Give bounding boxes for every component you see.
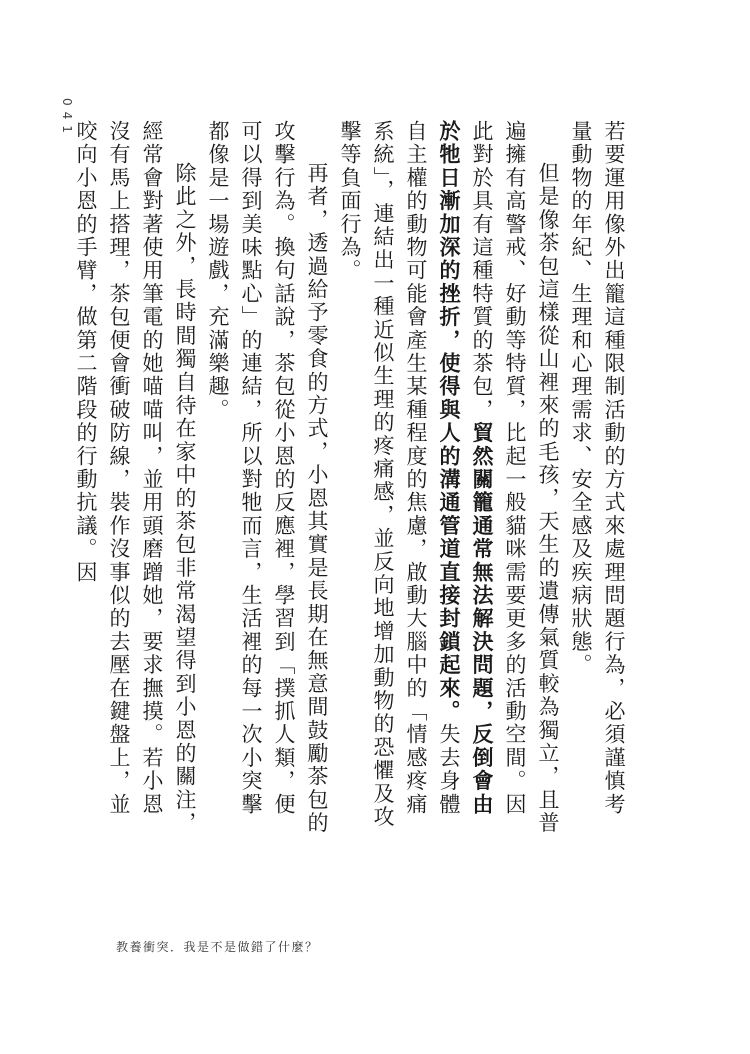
paragraph-text: 若要運用像外出籠這種限制活動的方式來處理問題行為，必須謹慎考量動物的年紀、生理和心理需求、安全感及疾病狀態。 bbox=[569, 120, 626, 816]
running-footer: 教養衝突．我是不是做錯了什麼？ bbox=[116, 940, 319, 954]
paragraph bbox=[69, 120, 201, 835]
paragraph-text: 再者，透過給予零食的方式，小恩其實是長期在無意間鼓勵茶包的攻擊行為。換句話說，茶包從小恩的反應裡，學習到「撲抓人類，便可以得到美味點心」的連結，所以對牠而言，生活裡的每一次小突擊都像是一場遊戲，充滿樂趣。 bbox=[206, 120, 329, 835]
paragraph-text: 失去身體自主權的動物可能會產生某種程度的焦慮，啟動大腦中的「情感疼痛系統」，連結出一種近似生理的疼痛感，並反向地增加動物的恐懼及攻擊等負面行為。 bbox=[338, 120, 461, 829]
paragraph bbox=[333, 120, 564, 835]
paragraph-text: 除此之外，長時間獨自待在家中的茶包非常渴望得到小恩的關注，經常會對著使用筆電的她喵喵叫，並用頭磨蹭她，要求撫摸。若小恩沒有馬上搭理，茶包便會衝破防線，裝作沒事似的去壓在鍵盤上，並咬向小恩的手臂，做第二階段的行動抗議。因 bbox=[74, 120, 197, 835]
page-number: 041 bbox=[60, 98, 74, 139]
body-text bbox=[74, 120, 630, 835]
paragraph-text: 但是像茶包這樣從山裡來的毛孩，天生的遺傳氣質較為獨立，且普遍擁有高警戒、好動等特質，比起一般貓咪需要更多的活動空間。因此對於具有這種特質的茶包， bbox=[470, 120, 560, 835]
paragraph bbox=[564, 120, 630, 835]
paragraph bbox=[201, 120, 333, 835]
emphasized-text: 貿然關籠通常無法解決問題，反倒會由於牠日漸加深的挫折，使得與人的溝通管道直接封鎖起來。 bbox=[437, 120, 494, 817]
